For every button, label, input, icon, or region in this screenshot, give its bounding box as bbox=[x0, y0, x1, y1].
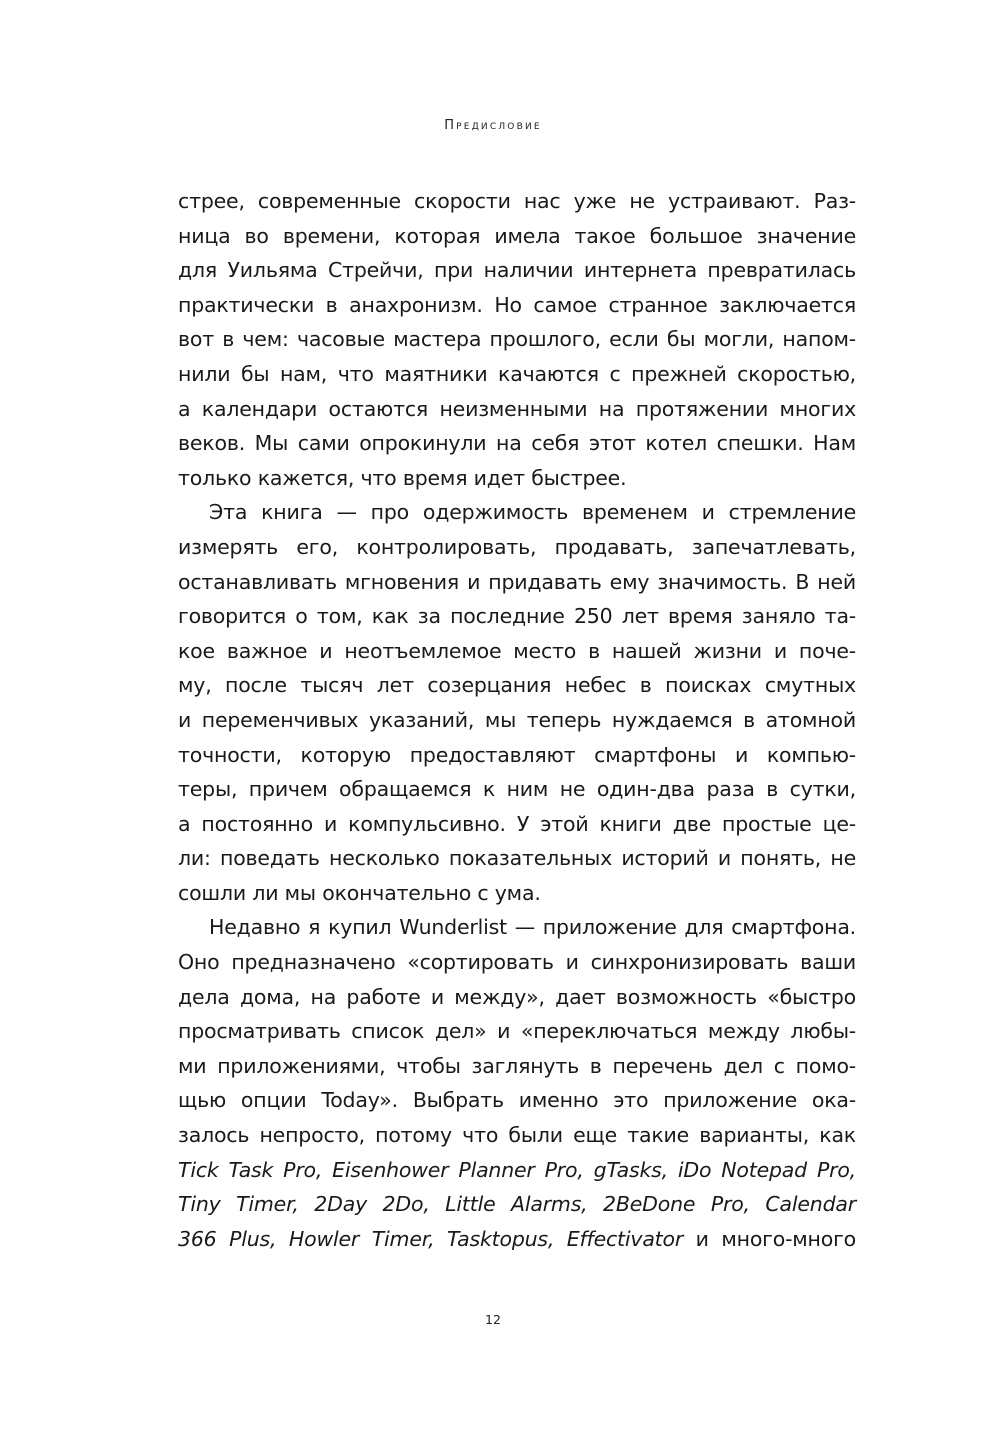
text-line: кое важное и неотъемлемое место в нашей жизни и поче- bbox=[178, 638, 856, 663]
text-line: практически в анахронизм. Но самое странное заключается bbox=[178, 292, 856, 317]
text-line: дела дома, на работе и между», дает возможность «быстро bbox=[178, 984, 856, 1009]
text-line: останавливать мгновения и придавать ему значимость. В ней bbox=[178, 569, 856, 594]
text-line: а постоянно и компульсивно. У этой книги две простые це- bbox=[178, 811, 856, 836]
text-line: нили бы нам, что маятники качаются с прежней скоростью, bbox=[178, 361, 856, 386]
text-line: ли: поведать несколько показательных историй и понять, не bbox=[178, 846, 856, 871]
italic-text-line: Tiny Timer, 2Day 2Do, Little Alarms, 2BeDone Pro, Calendar bbox=[178, 1192, 856, 1217]
paragraph-3 bbox=[178, 910, 856, 1256]
text-line: стрее, современные скорости нас уже не устраивают. Раз- bbox=[178, 189, 856, 213]
running-head: Предисловие bbox=[444, 118, 542, 133]
text-line: веков. Мы сами опрокинули на себя этот котел спешки. Нам bbox=[178, 431, 856, 456]
text-line: Недавно я купил Wunderlist — приложение для смартфона. bbox=[209, 915, 856, 940]
italic-text-line: Tick Task Pro, Eisenhower Planner Pro, gTasks, iDo Notepad Pro, bbox=[178, 1157, 856, 1182]
text-line: Эта книга — про одержимость временем и стремление bbox=[209, 500, 856, 525]
page-number: 12 bbox=[485, 1312, 501, 1327]
text-line: измерять его, контролировать, продавать, запечатлевать, bbox=[178, 534, 856, 559]
text-line: теры, причем обращаемся к ним не один-два раза в сутки, bbox=[178, 777, 856, 802]
text-line: сошли ли мы окончательно с ума. bbox=[178, 880, 541, 905]
text-line: залось непросто, потому что были еще такие варианты, как bbox=[178, 1123, 856, 1148]
text-line: говорится о том, как за последние 250 лет время заняло та- bbox=[178, 604, 856, 629]
text-line: му, после тысяч лет созерцания небес в поисках смутных bbox=[178, 673, 856, 698]
text-line: щью опции Today». Выбрать именно это приложение ока- bbox=[178, 1088, 856, 1113]
text-line: для Уильяма Стрейчи, при наличии интернета превратилась bbox=[178, 258, 856, 283]
text-line: только кажется, что время идет быстрее. bbox=[178, 465, 627, 490]
text-line: ми приложениями, чтобы заглянуть в перечень дел с помо- bbox=[178, 1053, 856, 1078]
body-text bbox=[178, 184, 856, 1256]
text-line-mixed bbox=[178, 1222, 856, 1257]
text-line: просматривать список дел» и «переключаться между любы- bbox=[178, 1019, 856, 1044]
text-line: вот в чем: часовые мастера прошлого, если бы могли, напом- bbox=[178, 327, 856, 352]
text-line: и переменчивых указаний, мы теперь нуждаемся в атомной bbox=[178, 707, 856, 732]
paragraph-1 bbox=[178, 184, 856, 495]
italic-app-names: 366 Plus, Howler Timer, Tasktopus, Effectivator bbox=[178, 1226, 684, 1251]
text-line: а календари остаются неизменными на протяжении многих bbox=[178, 396, 856, 421]
text-tail: и много-много bbox=[683, 1226, 856, 1251]
text-line: ница во времени, которая имела такое большое значение bbox=[178, 223, 856, 248]
text-line: Оно предназначено «сортировать и синхронизировать ваши bbox=[178, 950, 856, 975]
paragraph-2 bbox=[178, 495, 856, 910]
text-line: точности, которую предоставляют смартфоны и компью- bbox=[178, 742, 856, 767]
